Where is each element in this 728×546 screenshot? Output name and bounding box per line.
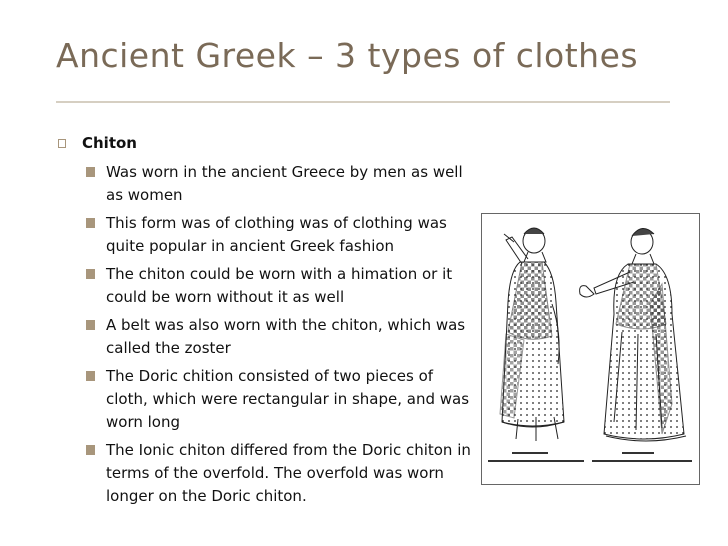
title-divider	[56, 101, 670, 103]
level1-label: Chiton	[82, 134, 137, 152]
filled-square-bullet-icon	[86, 167, 95, 177]
sub-bullet-item	[86, 365, 471, 434]
filled-square-bullet-icon	[86, 269, 95, 279]
hollow-square-bullet-icon	[58, 139, 66, 148]
greek-figures-drawing-icon	[482, 214, 699, 484]
sub-bullet-text: The chiton could be worn with a himation or it could be worn without it as well	[106, 265, 453, 306]
filled-square-bullet-icon	[86, 320, 95, 330]
filled-square-bullet-icon	[86, 445, 95, 455]
slide-title: Ancient Greek – 3 types of clothes	[56, 36, 639, 75]
filled-square-bullet-icon	[86, 218, 95, 228]
sub-bullet-list	[86, 161, 471, 513]
sub-bullet-item	[86, 314, 471, 360]
sub-bullet-text: Was worn in the ancient Greece by men as well as women	[106, 163, 463, 204]
greek-figures-illustration	[481, 213, 700, 485]
sub-bullet-text: The Ionic chiton differed from the Doric chiton in terms of the overfold. The overfold was worn longer on the Doric chiton.	[106, 441, 471, 505]
sub-bullet-item	[86, 161, 471, 207]
filled-square-bullet-icon	[86, 371, 95, 381]
sub-bullet-item	[86, 212, 471, 258]
sub-bullet-text: This form was of clothing was of clothing was quite popular in ancient Greek fashion	[106, 214, 447, 255]
sub-bullet-item	[86, 439, 471, 508]
sub-bullet-text: The Doric chition consisted of two pieces of cloth, which were rectangular in shape, and was worn long	[106, 367, 470, 431]
level1-bullet	[58, 134, 137, 152]
sub-bullet-text: A belt was also worn with the chiton, which was called the zoster	[106, 316, 466, 357]
sub-bullet-item	[86, 263, 471, 309]
